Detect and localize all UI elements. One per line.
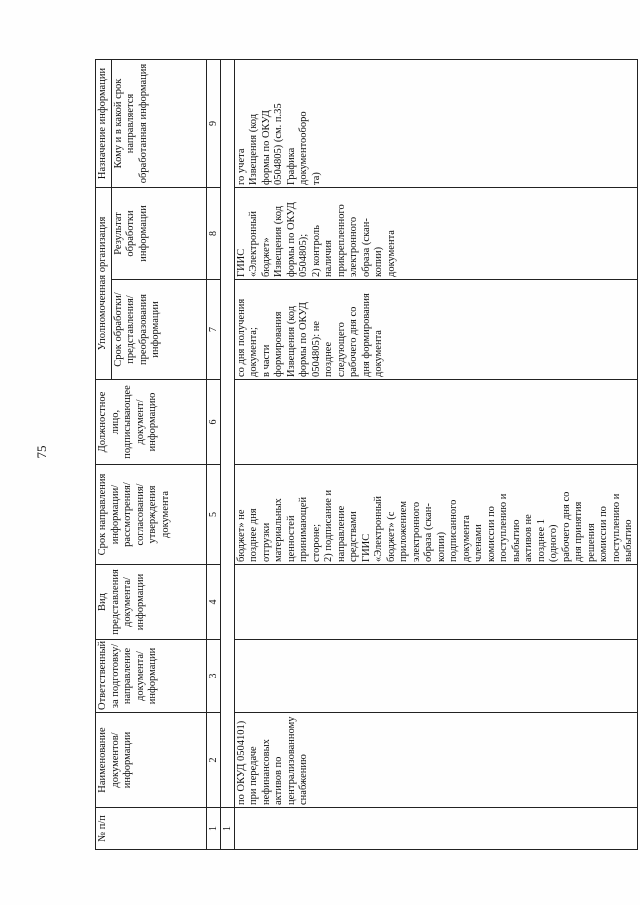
header-group-upolnom: Уполномоченная организация: [96, 188, 112, 380]
header-col-8: Результат обработки информации: [111, 188, 206, 280]
column-number: 9: [206, 60, 220, 188]
page-number: 75: [34, 445, 49, 459]
rotated-table-frame: [95, 60, 634, 850]
header-col-9-top: Назначение информации: [96, 60, 112, 188]
row-cell-2: [234, 713, 637, 808]
header-col-7: Срок обработки/ представления/ преобразования информации: [111, 280, 206, 380]
first-row-marker-row: [220, 60, 234, 850]
column-number: 7: [206, 280, 220, 380]
row-cell-8-text: ГИИС «Электронный бюджет» Извещения (код формы по ОКУД 0504805); 2) контроль наличия прикрепленного электронного образа (скан- копии) документа: [235, 202, 397, 277]
row-cell-9-text: го учета Извещения (код формы по ОКУД 0504805) (см. п.35 Графика документооборо та): [235, 103, 322, 185]
column-number: 2: [206, 713, 220, 808]
header-col-3: Ответственный за подготовку/ направление документа/ информации: [96, 640, 207, 713]
row-cell-6: [234, 380, 637, 465]
row-cell-5: [234, 465, 637, 565]
row-cell-9: [234, 60, 637, 188]
column-number: 1: [206, 808, 220, 850]
table-rotator: [95, 60, 634, 850]
header-col-2: Наименование документов/ информации: [96, 713, 207, 808]
table-row: [234, 60, 637, 850]
header-col-6: Должностное лицо, подписывающее документ/ информацию: [96, 380, 207, 465]
row-cell-8: [234, 188, 637, 280]
header-col-9: Кому и в какой срок направляется обработанная информация: [111, 60, 206, 188]
header-col-1: № п/п: [96, 808, 207, 850]
column-number: 5: [206, 465, 220, 565]
header-row-1: [96, 60, 112, 850]
row-cell-2-text: по ОКУД 0504101) при передаче нефинансовых активов по централизованному снабжению: [235, 716, 309, 805]
row-cell-3: [234, 640, 637, 713]
document-table: [95, 59, 638, 850]
row-cell-4: [234, 565, 637, 640]
row-cell-7-text: со дня получения документа; в части формирования Извещения (код формы по ОКУД 0504805): не позднее следующего рабочего дня со дня формирования документа: [235, 293, 384, 377]
row-cell-1: [234, 808, 637, 850]
row-cell-7: [234, 280, 637, 380]
marker-filler: [220, 60, 234, 808]
header-col-4: Вид представления документа/ информации: [96, 565, 207, 640]
row-cell-5-text: бюджет» не позднее дня отгрузки материальных ценностей принимающей стороне; 2) подписание и направление средствами ГИИС «Электронный бюджет» (с приложением электронного образа (скан- копии) подписанного документа членами комиссии по поступлению и выбытию активов не позднее 1 (одного) рабочего дня со дня принятия решения комиссии по поступлению и выбытию: [235, 489, 634, 562]
column-number: 6: [206, 380, 220, 465]
column-number-row: [206, 60, 220, 850]
column-number: 4: [206, 565, 220, 640]
header-col-5: Срок направления информации/ рассмотрения/ согласования/ утверждения документа: [96, 465, 207, 565]
first-row-marker: 1: [220, 808, 234, 850]
column-number: 3: [206, 640, 220, 713]
column-number: 8: [206, 188, 220, 280]
